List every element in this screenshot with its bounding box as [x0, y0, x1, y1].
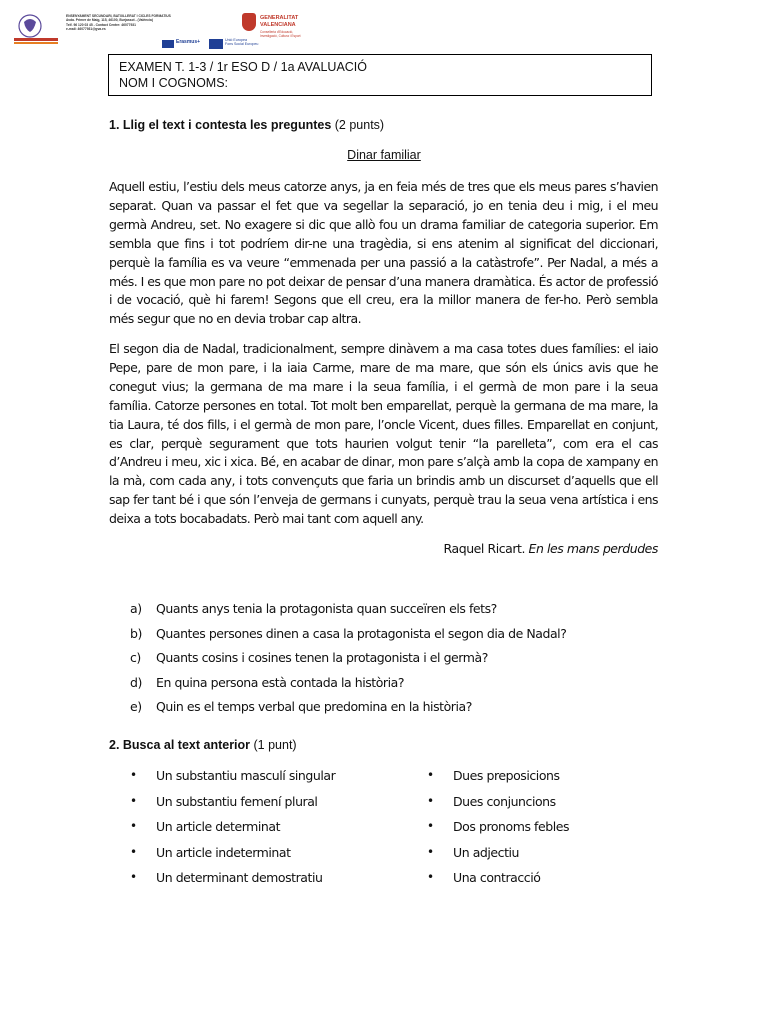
bullet-item: • Un substantiu femení plural	[130, 794, 335, 820]
bullet-item: • Un article determinat	[130, 819, 335, 845]
bullet-item: • Un adjectiu	[427, 845, 569, 871]
bullet-icon: •	[427, 870, 434, 884]
eu-flag-icon	[209, 39, 223, 49]
bullet-item: • Dues conjuncions	[427, 794, 569, 820]
bullet-icon: •	[427, 768, 434, 782]
bullet-icon: •	[427, 819, 434, 833]
section-2-title: 2. Busca al text anterior	[109, 738, 251, 752]
question-item: a) Quants anys tenia la protagonista quan succeïren els fets?	[130, 601, 497, 616]
bullet-icon: •	[130, 844, 137, 859]
question-list	[130, 601, 650, 724]
bullet-icon: •	[427, 793, 434, 808]
student-name-label: NOM I COGNOMS:	[119, 76, 229, 90]
bullet-list-left	[130, 768, 335, 896]
exam-header-box	[108, 54, 652, 96]
header-logos	[10, 10, 370, 50]
school-info: ENSENYAMENT SECUNDARI, BATXILLERAT I CICLES FORMATIUS Avda. Primer de Maig, 115, 46100, Burjassot - (València) Telf. 96 120 03 45 - Contact Centre: 46077931 e-mail: 46077931@gva.es	[66, 14, 171, 32]
author-name: Raquel Ricart.	[443, 541, 526, 556]
erasmus-logo: Erasmus+	[162, 38, 206, 50]
bullet-icon: •	[130, 870, 137, 884]
question-item: b) Quantes persones dinen a casa la protagonista el segon dia de Nadal?	[130, 625, 567, 641]
bullet-item: • Un determinant demostratiu	[130, 870, 335, 896]
question-item: e) Quin es el temps verbal que predomina en la història?	[130, 699, 472, 715]
section-2-points: (1 punt)	[250, 738, 297, 752]
school-logo-icon	[12, 12, 60, 48]
reading-author	[444, 541, 658, 556]
eu-flag-icon	[162, 40, 174, 48]
bullet-item: • Un article indeterminat	[130, 845, 335, 871]
question-item: d) En quina persona està contada la història?	[130, 674, 405, 690]
bullet-item: • Dos pronoms febles	[427, 819, 569, 845]
bullet-icon: •	[130, 793, 137, 808]
bullet-item: • Un substantiu masculí singular	[130, 768, 335, 794]
section-2-heading	[109, 738, 297, 752]
generalitat-crest-icon	[242, 13, 256, 31]
bullet-item: • Dues preposicions	[427, 768, 569, 794]
generalitat-title: GENERALITAT VALENCIANA	[260, 15, 299, 28]
section-1-points: (2 punts)	[331, 118, 385, 132]
author-work: En les mans perdudes	[525, 541, 658, 556]
conselleria-label: Conselleria d'Educació, Investigació, Cultura i Esport	[260, 30, 301, 38]
eu-fund-label: Unió Europea Fons Social Europeu	[225, 38, 259, 47]
question-item: c) Quants cosins i cosines tenen la protagonista i el germà?	[130, 650, 488, 666]
section-1-title: 1. Llig el text i contesta les preguntes	[109, 118, 332, 132]
reading-paragraph-1: Aquell estiu, l’estiu dels meus catorze anys, ja en feia més de tres que els meus pares s’havien separat. Quan va passar el fet que va segellar la separació, jo en tenia deu i mig, i el meu germà Andreu, set. No exagere si dic que allò fou un drama familiar de categoria superior. Em sembla que fins i tot podríem dir-ne una tragèdia, si ens atenim al significat del diccionari, perquè la família es va veure “emmenada per una passió a la catàstrofe”. Per Nadal, a més a més. I es que mon pare no pot deixar de pensar d’una manera dramàtica. És actor de professió i de vocació, què hi farem! Segons que ell creu, era la millor manera de fer-ho. Però sembla més segur que no en devia trobar cap altra.	[109, 179, 658, 327]
bullet-icon: •	[427, 844, 434, 859]
reading-paragraph-2: El segon dia de Nadal, tradicionalment, sempre dinàvem a ma casa totes dues famílies: el iaio Pepe, pare de mon pare, i la iaia Carme, mare de ma mare, que són els únics avis que he conegut vius; la germana de ma mare i la seua família, i el germà de mon pare i la seua família. Catorze persones en total. Tot molt ben emparellat, perquè la germana de ma mare, la tia Laura, té dos fills, i el germà de mon pare, l’oncle Vicent, dues filles. Emparellat en conjunt, es clar, perquè segurament que tots haurien volgut tenir “la parelleta”, com era el cas d’Andreu i meu, xic i xica. Bé, en acabar de dinar, mon pare s’alçà amb la copa de xampany en la mà, com cada any, i tots convençuts que faria un brindis amb un discurset d’aquells que ell sap fer tant bé i que són l’enveja de germans i cunyats, perquè trau la seua vena artística i ens deixa a tots bocabadats. Però mai tant com aquell any.	[109, 341, 658, 527]
bullet-list-right	[427, 768, 569, 896]
reading-title: Dinar familiar	[347, 148, 421, 162]
section-1-heading	[109, 118, 384, 132]
bullet-icon: •	[130, 768, 137, 782]
exam-title: EXAMEN T. 1-3 / 1r ESO D / 1a AVALUACIÓ	[119, 60, 368, 74]
bullet-item: • Una contracció	[427, 870, 569, 896]
bullet-icon: •	[130, 819, 137, 833]
